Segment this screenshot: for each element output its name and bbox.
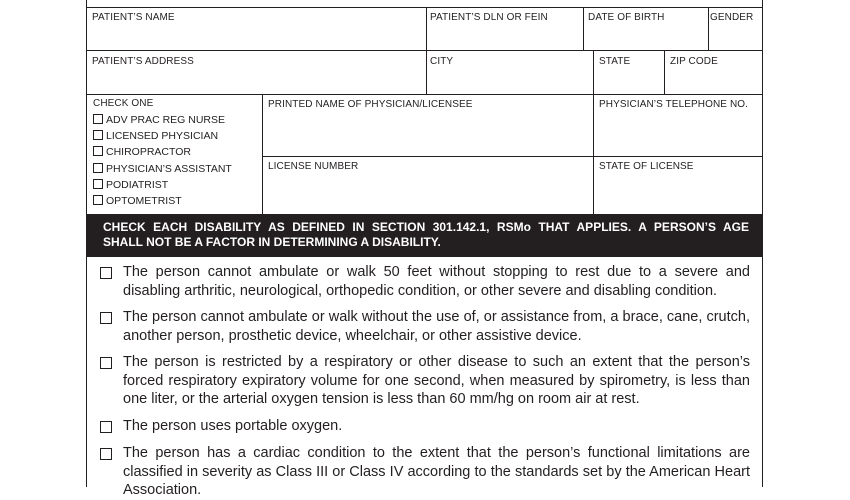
option-label: LICENSED PHYSICIAN — [106, 130, 219, 142]
condition-cardiac[interactable] — [100, 444, 750, 498]
city-field[interactable] — [426, 50, 593, 94]
city-label: CITY — [430, 56, 454, 67]
patient-name-label: PATIENT’S NAME — [92, 12, 175, 23]
checkbox[interactable] — [93, 114, 103, 124]
state-label: STATE — [599, 56, 631, 67]
checkbox[interactable] — [93, 146, 103, 156]
check-one-group — [86, 94, 262, 214]
zip-code-field[interactable] — [664, 50, 762, 94]
state-field[interactable] — [593, 50, 664, 94]
license-number-label: LICENSE NUMBER — [268, 161, 359, 172]
option-label: CHIROPRACTOR — [106, 146, 191, 158]
zip-code-label: ZIP CODE — [670, 56, 718, 67]
date-of-birth-field[interactable] — [583, 7, 708, 50]
banner-line-1: CHECK EACH DISABILITY AS DEFINED IN SECTION 301.142.1, RSMo THAT APPLIES. A PERSON’S AGE — [103, 220, 749, 234]
check-one-label: CHECK ONE — [93, 98, 154, 109]
patient-name-field[interactable] — [86, 7, 426, 50]
patient-address-field[interactable] — [86, 50, 426, 94]
physician-name-label: PRINTED NAME OF PHYSICIAN/LICENSEE — [268, 99, 473, 110]
banner-line-2: SHALL NOT BE A FACTOR IN DETERMINING A DISABILITY. — [103, 235, 441, 249]
disability-certification-form — [86, 0, 763, 498]
condition-text: The person uses portable oxygen. — [123, 418, 343, 434]
physician-phone-field[interactable] — [593, 94, 762, 156]
gender-field[interactable] — [708, 7, 762, 50]
checkbox[interactable] — [100, 357, 112, 369]
state-of-license-label: STATE OF LICENSE — [599, 161, 694, 172]
checkbox[interactable] — [93, 195, 103, 205]
option-label: ADV PRAC REG NURSE — [106, 114, 226, 126]
option-podiatrist[interactable] — [93, 179, 168, 191]
option-chiropractor[interactable] — [93, 146, 191, 158]
checkbox[interactable] — [93, 163, 103, 173]
checkbox[interactable] — [100, 448, 112, 460]
patient-dln-label: PATIENT’S DLN OR FEIN — [430, 12, 548, 23]
checkbox[interactable] — [100, 312, 112, 324]
gender-label: GENDER — [710, 12, 754, 23]
physician-phone-label: PHYSICIAN’S TELEPHONE NO. — [599, 99, 749, 110]
option-physicians-assistant[interactable] — [93, 163, 232, 175]
physician-name-field[interactable] — [262, 94, 593, 156]
checkbox[interactable] — [93, 130, 103, 140]
license-number-field[interactable] — [262, 156, 593, 214]
condition-text: The person has a cardiac condition to the extent that the person’s functional limitations are classified in severity as Class III or Class IV according to the standards set by the American Heart Association. — [123, 445, 750, 498]
patient-dln-field[interactable] — [426, 7, 583, 50]
checkbox[interactable] — [100, 421, 112, 433]
checkbox[interactable] — [93, 179, 103, 189]
option-label: PHYSICIAN’S ASSISTANT — [106, 163, 232, 175]
option-licensed-physician[interactable] — [93, 130, 218, 142]
checkbox[interactable] — [100, 267, 112, 279]
state-of-license-field[interactable] — [593, 156, 762, 214]
condition-text: The person is restricted by a respiratory or other disease to such an extent that the person’s forced respiratory expiratory volume for one second, when measured by spirometry, is less than one liter, or the arterial oxygen tension is less than 60 mm/hg on room air at rest. — [123, 354, 750, 407]
option-adv-prac-reg-nurse[interactable] — [93, 114, 225, 126]
condition-ambulate-50-feet[interactable] — [100, 263, 750, 301]
form-left-border-lower — [86, 257, 87, 487]
option-label: OPTOMETRIST — [106, 195, 182, 207]
condition-assistive-device[interactable] — [100, 308, 750, 346]
option-label: PODIATRIST — [106, 179, 169, 191]
patient-address-label: PATIENT’S ADDRESS — [92, 56, 194, 67]
instructions-banner — [86, 214, 763, 257]
condition-portable-oxygen[interactable] — [100, 417, 750, 437]
condition-text: The person cannot ambulate or walk without the use of, or assistance from, a brace, cane, crutch, another person, prosthetic device, wheelchair, or other assistive device. — [123, 309, 750, 344]
condition-respiratory[interactable] — [100, 353, 750, 409]
condition-text: The person cannot ambulate or walk 50 feet without stopping to rest due to a severe and disabling arthritic, neurological, orthopedic condition, or other severe and disabling condition. — [123, 264, 750, 299]
option-optometrist[interactable] — [93, 195, 182, 207]
date-of-birth-label: DATE OF BIRTH — [588, 12, 665, 23]
